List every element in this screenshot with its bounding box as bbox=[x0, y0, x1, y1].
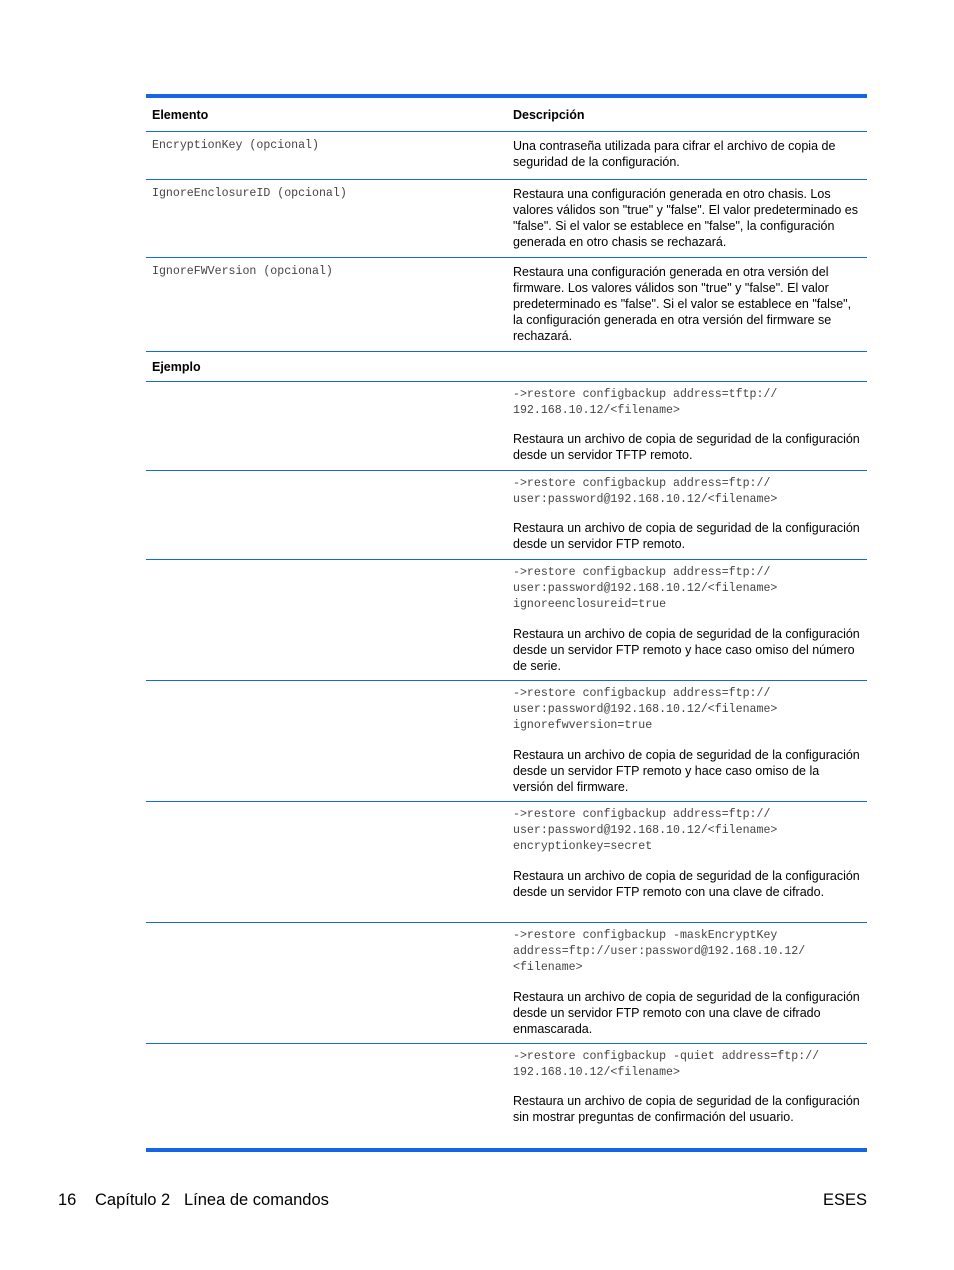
example-command: ->restore configbackup -maskEncryptKey address=ftp://user:password@192.168.10.12/ <filename> bbox=[513, 929, 806, 975]
example-description: Restaura un archivo de copia de seguridad de la configuración desde un servidor FTP remoto y hace caso omiso del número de serie. bbox=[513, 626, 860, 673]
example-description: Restaura un archivo de copia de seguridad de la configuración sin mostrar preguntas de confirmación del usuario. bbox=[513, 1094, 860, 1125]
element-description: Una contraseña utilizada para cifrar el archivo de copia de seguridad de la configuración. bbox=[513, 139, 836, 169]
example-row bbox=[146, 1044, 867, 1148]
element-description: Restaura una configuración generada en otra versión del firmware. Los valores válidos son "true" y "false". El valor predeterminado es "false". Si el valor se establece en "false", la configuración generada en otra versión del firmware se rechazará. bbox=[513, 265, 852, 343]
example-row bbox=[146, 382, 867, 471]
element-description: Restaura una configuración generada en otro chasis. Los valores válidos son "true" y "false". El valor predeterminado es "false". Si el valor se establece en "false", la configuración generada en otro chasis se rechazará. bbox=[513, 187, 858, 249]
example-description: Restaura un archivo de copia de seguridad de la configuración desde un servidor FTP remoto con una clave de cifrado enmascarada. bbox=[513, 989, 860, 1036]
element-name: EncryptionKey (opcional) bbox=[152, 139, 319, 152]
element-name: IgnoreEnclosureID (opcional) bbox=[152, 187, 347, 200]
chapter-title: Capítulo 2 Línea de comandos bbox=[95, 1191, 329, 1209]
reference-table bbox=[146, 94, 867, 1152]
example-description: Restaura un archivo de copia de seguridad de la configuración desde un servidor FTP remoto con una clave de cifrado. bbox=[513, 868, 860, 899]
example-row bbox=[146, 802, 867, 923]
page-number: 16 bbox=[58, 1191, 77, 1209]
table-header-row bbox=[146, 98, 867, 132]
section-row bbox=[146, 352, 867, 382]
language-code: ESES bbox=[822, 1191, 867, 1209]
example-row bbox=[146, 923, 867, 1044]
example-row bbox=[146, 560, 867, 681]
example-description: Restaura un archivo de copia de seguridad de la configuración desde un servidor FTP remoto y hace caso omiso de la versión del firmware. bbox=[513, 747, 860, 794]
example-row bbox=[146, 681, 867, 802]
table-bottom-rule bbox=[146, 1148, 867, 1152]
table-row bbox=[146, 180, 867, 258]
table-row bbox=[146, 132, 867, 180]
example-description: Restaura un archivo de copia de seguridad de la configuración desde un servidor FTP remoto. bbox=[513, 521, 860, 552]
section-label: Ejemplo bbox=[152, 359, 201, 374]
example-description: Restaura un archivo de copia de seguridad de la configuración desde un servidor TFTP remoto. bbox=[513, 432, 860, 463]
example-command: ->restore configbackup address=ftp:// user:password@192.168.10.12/<filename> encryptionkey=secret bbox=[513, 808, 778, 854]
example-row bbox=[146, 471, 867, 560]
example-command: ->restore configbackup address=ftp:// user:password@192.168.10.12/<filename> ignoreenclosureid=true bbox=[513, 566, 778, 612]
example-command: ->restore configbackup -quiet address=ftp:// 192.168.10.12/<filename> bbox=[513, 1050, 820, 1080]
table-row bbox=[146, 258, 867, 352]
example-command: ->restore configbackup address=ftp:// user:password@192.168.10.12/<filename> ignorefwversion=true bbox=[513, 687, 778, 733]
header-description: Descripción bbox=[513, 107, 585, 122]
example-command: ->restore configbackup address=tftp:// 192.168.10.12/<filename> bbox=[513, 388, 778, 418]
element-name: IgnoreFWVersion (opcional) bbox=[152, 265, 333, 278]
example-command: ->restore configbackup address=ftp:// user:password@192.168.10.12/<filename> bbox=[513, 477, 778, 507]
header-element: Elemento bbox=[152, 107, 209, 122]
